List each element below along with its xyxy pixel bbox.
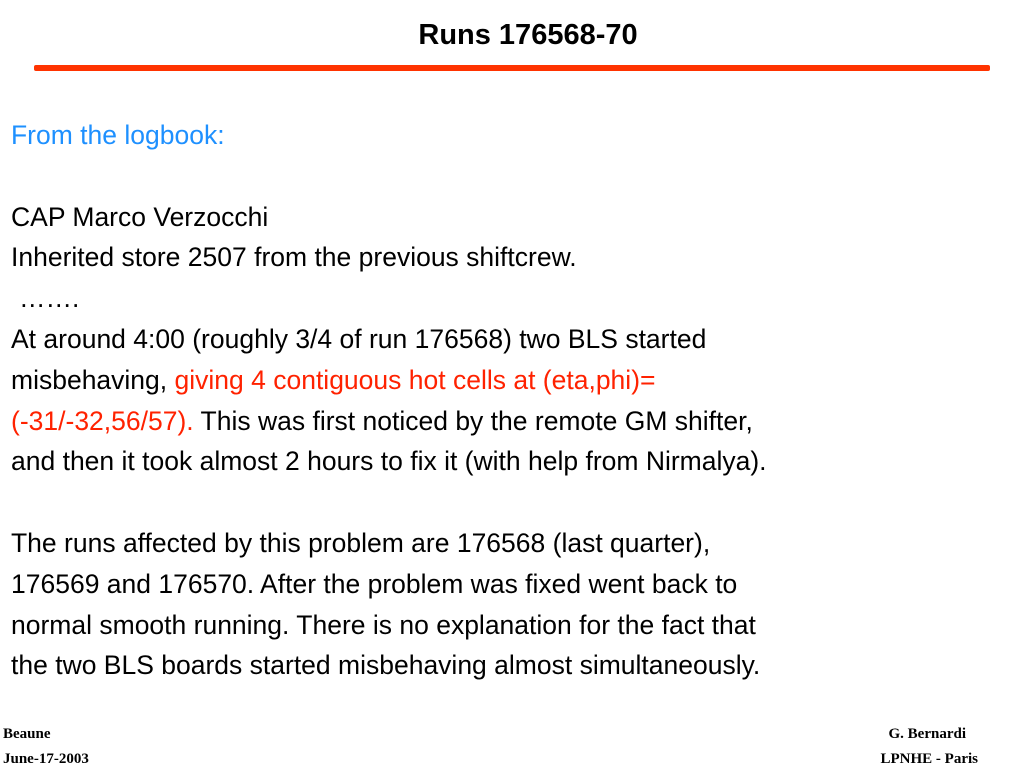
- paragraph-1-line-1: At around 4:00 (roughly 3/4 of run 176568) two BLS started: [11, 323, 707, 354]
- spacer: [11, 482, 1011, 523]
- paragraph-1-line-4: and then it took almost 2 hours to fix it (with help from Nirmalya).: [11, 446, 767, 477]
- footer-left: [3, 722, 89, 772]
- footer-location: Beaune: [3, 726, 51, 742]
- paragraph-2-line-4: the two BLS boards started misbehaving almost simultaneously.: [11, 650, 761, 681]
- footer-date: June-17-2003: [3, 751, 89, 767]
- paragraph-2-line-1: The runs affected by this problem are 176568 (last quarter),: [11, 527, 711, 558]
- spacer: [11, 156, 1011, 197]
- paragraph-1-line-2: [11, 360, 1011, 401]
- inherited-store-line: Inherited store 2507 from the previous shiftcrew.: [11, 242, 577, 273]
- paragraph-2-line-3: normal smooth running. There is no explanation for the fact that: [11, 609, 756, 640]
- footer-institution: LPNHE - Paris: [880, 751, 978, 767]
- footer-author: G. Bernardi: [888, 726, 966, 742]
- ellipsis: …….: [19, 283, 80, 314]
- cap-line: CAP Marco Verzocchi: [11, 201, 269, 232]
- paragraph-1-line-2-text: misbehaving,: [11, 364, 175, 395]
- title-divider: [34, 65, 990, 71]
- paragraph-2-line-2: 176569 and 176570. After the problem was fixed went back to: [11, 568, 738, 599]
- paragraph-1-line-3: [11, 401, 1011, 442]
- footer-right: [881, 722, 979, 772]
- eta-phi-highlight: (-31/-32,56/57).: [11, 405, 194, 436]
- hot-cells-highlight: giving 4 contiguous hot cells at (eta,phi)=: [174, 364, 656, 395]
- slide-title: Runs 176568-70: [418, 19, 638, 51]
- paragraph-1-line-3-text: This was first noticed by the remote GM shifter,: [193, 405, 753, 436]
- logbook-heading: From the logbook:: [11, 120, 225, 150]
- slide-body: [11, 115, 1011, 686]
